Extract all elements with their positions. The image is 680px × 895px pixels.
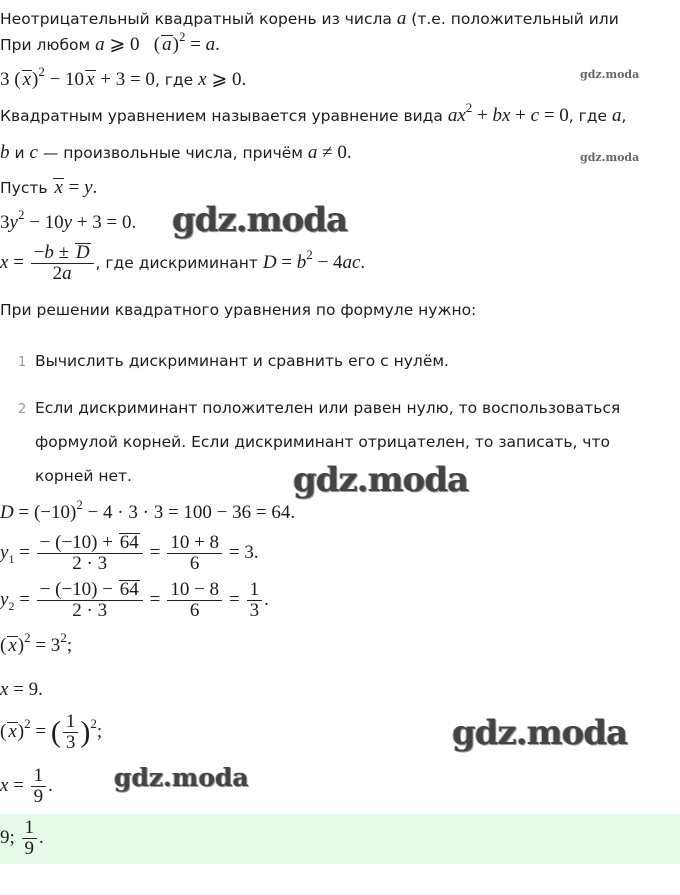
list-item-text: Если дискриминант положителен или равен нулю, то воспользоваться [35, 399, 621, 417]
x-equals-9: x = 9. [0, 679, 43, 700]
root-y1: $y_1$ = $\frac{- (-10) + 64}{2 \cdot 3}$ = $\frac{10 + 8}{6}$ = 3. [0, 532, 259, 574]
answer-text: 9; $\frac{1}{9}$ . [0, 817, 44, 859]
text-line-property: При любом a ⩾ 0 ( a)$^2$ = a. [0, 29, 220, 55]
list-item-text: корней нет. [35, 467, 132, 485]
discriminant-where-text: , где дискриминант [95, 254, 258, 272]
arbitrary-text: — произвольные числа, причём [42, 144, 303, 162]
text-line-arbitrary: b и c — произвольные числа, причём a ≠ 0. [0, 142, 352, 163]
watermark: gdz.moda [172, 200, 348, 240]
substitution-line: Пусть x = y. [0, 177, 98, 198]
watermark: gdz.moda [580, 151, 640, 164]
x-equals-ninth: x = $\frac{1}{9}$ . [0, 765, 53, 807]
text-line-definition: Неотрицательный квадратный корень из числа a (т.е. положительный или [0, 8, 619, 29]
and-text: и [14, 144, 25, 162]
definition-text: Неотрицательный квадратный корень из числа [0, 10, 392, 28]
sqrt-x-eq-9: ( $x)^2 = 3^2$; [0, 630, 73, 656]
text-line-quadratic-definition: Квадратным уравнением называется уравнение вида $ax^2$ + bx + c = 0, где a, [0, 100, 627, 126]
roots-fraction: $\frac{-b \pm D}{2a}$ [31, 243, 94, 284]
quadratic-definition-text: Квадратным уравнением называется уравнение вида [0, 107, 443, 125]
list-number: 2 [18, 402, 27, 417]
watermark: gdz.moda [293, 460, 469, 500]
watermark: gdz.moda [114, 763, 249, 792]
answer-block [0, 814, 680, 864]
root-y2: $y_2$ = $\frac{- (-10) - 64}{2 \cdot 3}$ = $\frac{10 - 8}{6}$ = $\frac{1}{3}$ . [0, 579, 269, 621]
list-item-text: формулой корней. Если дискриминант отрицателен, то записать, что [35, 433, 610, 451]
definition-text-cont: (т.е. положительный или [411, 10, 619, 28]
watermark: gdz.moda [580, 68, 640, 81]
list-item-text: Вычислить дискриминант и сравнить его с нулём. [35, 352, 449, 370]
quadratic-where-text: , где [568, 107, 608, 125]
property-text: При любом [0, 36, 91, 54]
solve-intro: При решении квадратного уравнения по формуле нужно: [0, 301, 477, 319]
let-text: Пусть [0, 179, 48, 197]
watermark: gdz.moda [452, 713, 628, 753]
list-number: 1 [18, 355, 27, 370]
discriminant-calc: $D = (-10)^2 - 4 \cdot 3 \cdot 3 = 100 - 36 = 64$. [0, 497, 296, 523]
sqrt-x-eq-third: ( x)$^2$ = ( $\frac{1}{3}$ )$^2$; [0, 711, 103, 753]
roots-formula: x = $\frac{-b \pm D}{2a}$ , где дискриминант $D = b^2 - 4ac$. [0, 242, 366, 284]
quadratic-in-y: $3y^2 - 10y + 3 = 0$. [0, 207, 137, 233]
where-text: , где [154, 71, 194, 89]
original-equation: 3 ( x)$^2$ − 10 x + 3 = 0, где x ⩾ 0. [0, 64, 247, 90]
